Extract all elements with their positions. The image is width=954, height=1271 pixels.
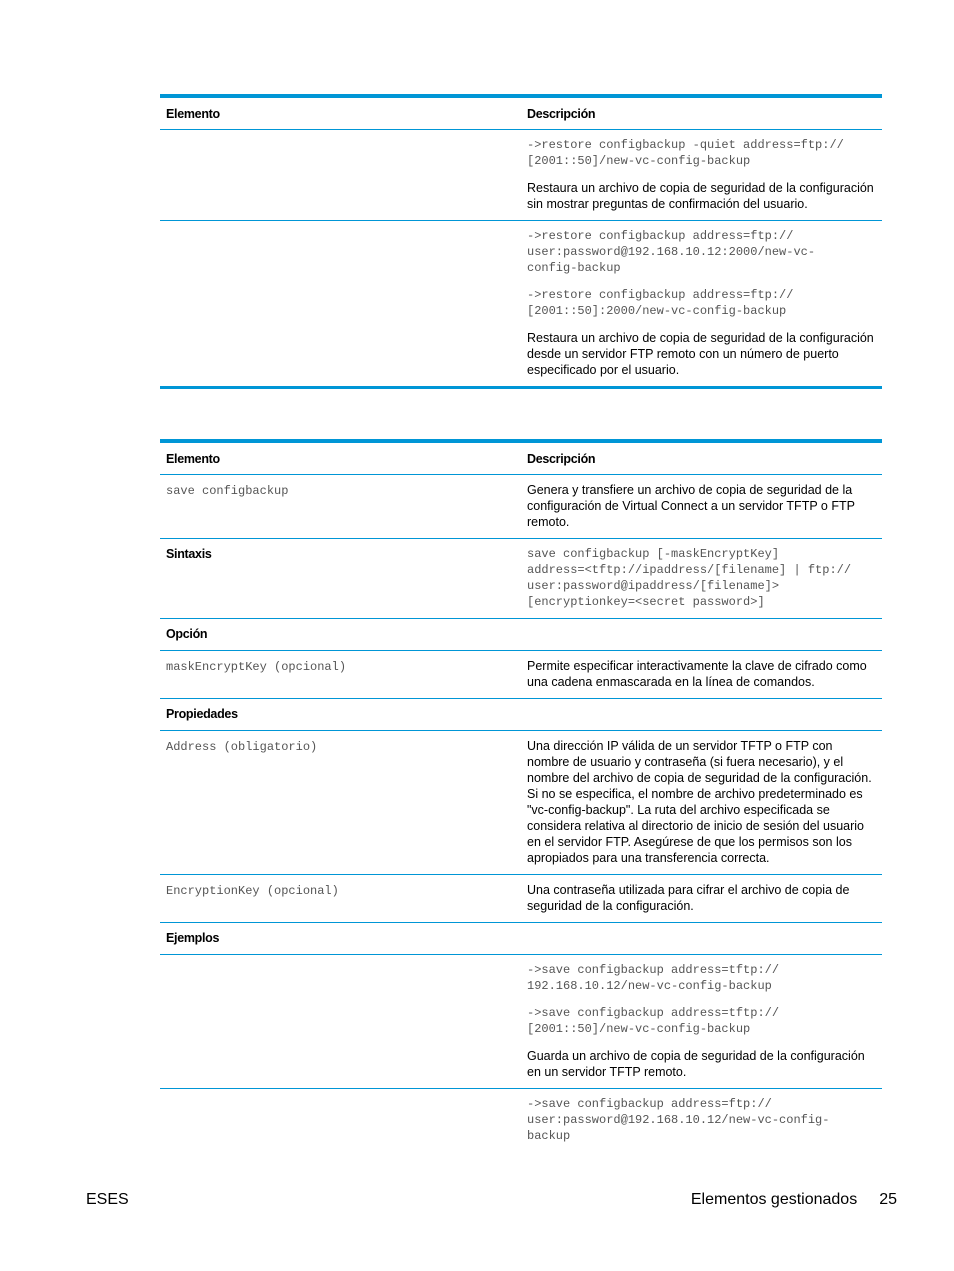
property-name: Address (obligatorio) bbox=[160, 731, 521, 875]
example-cell bbox=[521, 1089, 882, 1153]
element-cell bbox=[160, 221, 521, 388]
example-description: Guarda un archivo de copia de seguridad de la configuración en un servidor TFTP remoto. bbox=[527, 1049, 865, 1079]
option-name: maskEncryptKey (opcional) bbox=[160, 651, 521, 699]
property-name: EncryptionKey (opcional) bbox=[160, 875, 521, 923]
properties-heading-row bbox=[160, 699, 882, 731]
syntax-value: save configbackup [-maskEncryptKey] address=<tftp://ipaddress/[filename] | ftp:// user:password@ipaddress/[filename]> [encryptionkey=<secret password>] bbox=[521, 539, 882, 619]
empty-cell bbox=[521, 923, 882, 955]
element-cell bbox=[160, 130, 521, 221]
description-cell bbox=[521, 221, 882, 388]
description-cell bbox=[521, 130, 882, 221]
header-elemento: Elemento bbox=[160, 441, 521, 475]
table-header-row bbox=[160, 96, 882, 130]
example-description: Restaura un archivo de copia de seguridad de la configuración sin mostrar preguntas de confirmación del usuario. bbox=[527, 181, 874, 211]
table-header-row bbox=[160, 441, 882, 475]
syntax-row bbox=[160, 539, 882, 619]
restore-examples-table bbox=[160, 94, 882, 389]
option-description: Permite especificar interactivamente la clave de cifrado como una cadena enmascarada en la línea de comandos. bbox=[521, 651, 882, 699]
code-example: ->save configbackup address=ftp:// user:password@192.168.10.12/new-vc-config- backup bbox=[527, 1097, 830, 1143]
empty-cell bbox=[521, 619, 882, 651]
option-heading-row bbox=[160, 619, 882, 651]
header-elemento: Elemento bbox=[160, 96, 521, 130]
option-row bbox=[160, 651, 882, 699]
header-descripcion: Descripción bbox=[521, 96, 882, 130]
footer-locale: ESES bbox=[86, 1191, 129, 1208]
header-descripcion: Descripción bbox=[521, 441, 882, 475]
properties-label: Propiedades bbox=[160, 699, 521, 731]
command-row bbox=[160, 475, 882, 539]
code-example: ->restore configbackup -quiet address=ftp:// [2001::50]/new-vc-config-backup bbox=[527, 138, 844, 168]
example-row bbox=[160, 955, 882, 1089]
example-cell bbox=[521, 955, 882, 1089]
option-label: Opción bbox=[160, 619, 521, 651]
code-example: ->save configbackup address=tftp:// [2001::50]/new-vc-config-backup bbox=[527, 1006, 780, 1036]
empty-cell bbox=[160, 955, 521, 1089]
examples-heading-row bbox=[160, 923, 882, 955]
property-description: Una contraseña utilizada para cifrar el archivo de copia de seguridad de la configuración. bbox=[521, 875, 882, 923]
save-configbackup-table bbox=[160, 439, 882, 1152]
property-row bbox=[160, 731, 882, 875]
command-description: Genera y transfiere un archivo de copia de seguridad de la configuración de Virtual Connect a un servidor TFTP o FTP remoto. bbox=[521, 475, 882, 539]
page-number: 25 bbox=[879, 1191, 897, 1208]
example-description: Restaura un archivo de copia de seguridad de la configuración desde un servidor FTP remoto con un número de puerto especificado por el usuario. bbox=[527, 331, 874, 377]
command-name: save configbackup bbox=[160, 475, 521, 539]
empty-cell bbox=[160, 1089, 521, 1153]
example-row bbox=[160, 1089, 882, 1153]
code-example: ->save configbackup address=tftp:// 192.168.10.12/new-vc-config-backup bbox=[527, 963, 780, 993]
code-example: ->restore configbackup address=ftp:// [2001::50]:2000/new-vc-config-backup bbox=[527, 288, 794, 318]
footer-section-title: Elementos gestionados bbox=[690, 1191, 858, 1208]
empty-cell bbox=[521, 699, 882, 731]
code-example: ->restore configbackup address=ftp:// user:password@192.168.10.12:2000/new-vc- config-backup bbox=[527, 229, 816, 275]
table-row bbox=[160, 130, 882, 221]
syntax-label: Sintaxis bbox=[160, 539, 521, 619]
examples-label: Ejemplos bbox=[160, 923, 521, 955]
property-row bbox=[160, 875, 882, 923]
property-description: Una dirección IP válida de un servidor TFTP o FTP con nombre de usuario y contraseña (si fuera necesario), y el nombre del archivo de copia de seguridad de la configuración. Si no se especifica, el nombre de archivo predeterminado es "vc-config-backup". La ruta del archivo especificada se considera relativa al directorio de inicio de sesión del usuario en el servidor FTP. Asegúrese de que los permisos son los apropiados para una transferencia correcta. bbox=[521, 731, 882, 875]
footer-section-page bbox=[691, 1191, 897, 1209]
table-row bbox=[160, 221, 882, 388]
